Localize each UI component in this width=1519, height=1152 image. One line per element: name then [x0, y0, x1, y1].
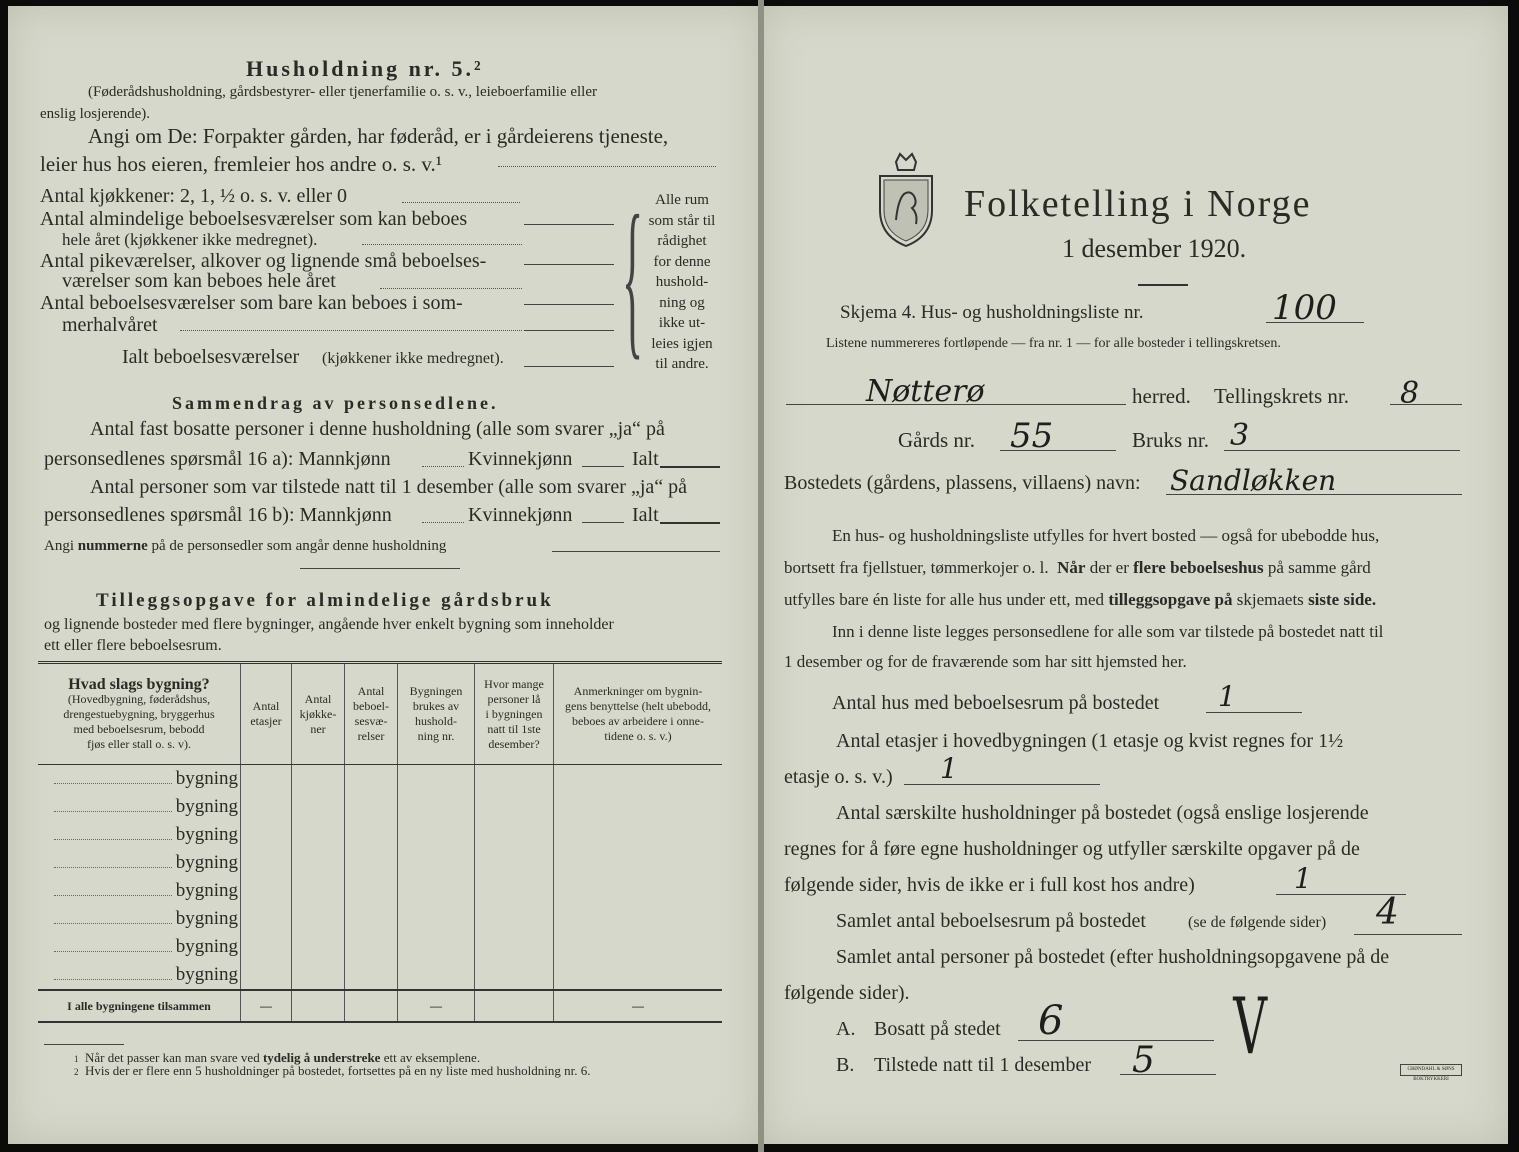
summary-p2-ialt-fill — [660, 522, 720, 524]
rooms-fill-2 — [524, 264, 614, 265]
buildings-table — [38, 661, 722, 1023]
b-line — [1120, 1074, 1216, 1075]
rooms-fill-1 — [524, 224, 614, 225]
coat-of-arms-icon — [874, 150, 938, 250]
summary-p1-female-label: Kvinnekjønn — [468, 448, 573, 470]
q-rum-note: (se de følgende sider) — [1188, 914, 1327, 931]
q-pers-2: følgende sider). — [784, 982, 910, 1004]
q-etasjer-value: 1 — [940, 752, 958, 785]
rooms-ordinary-dots — [362, 244, 522, 245]
tillegg-text-2: ett eller flere beboelsesrum. — [44, 637, 222, 654]
col-personer: Hvor mange personer lå i bygningen natt til 1ste desember? — [475, 664, 554, 765]
q-hush-3: følgende sider, hvis de ikke er i full kost hos andre) — [784, 874, 1195, 896]
herred-line — [786, 404, 1126, 405]
table-row: bygning — [38, 905, 722, 933]
page-fold — [758, 0, 764, 1152]
q-hush-1: Antal særskilte husholdninger på bostedet (også enslige losjerende — [836, 802, 1369, 824]
summary-p1-line2: personsedlenes spørsmål 16 a): Mannkjønn — [44, 448, 391, 470]
col-building-type: Hvad slags bygning? (Hovedbygning, føderådshus, drengestuebygning, bryggerhus med beboelsesrum, bebodd fjøs eller stall o. s. v). — [38, 664, 241, 765]
ialt-rooms-fill — [524, 366, 614, 367]
instr-3: utfylles bare én liste for alle hus under ett, med tilleggsopgave på skjemaets siste side. — [784, 590, 1377, 609]
total-row-label: I alle bygningene tilsammen — [38, 990, 241, 1022]
tellingskrets-line — [1390, 404, 1462, 405]
rooms-small-1: Antal pikeværelser, alkover og lignende små beboelses- — [40, 250, 487, 272]
bruks-value: 3 — [1230, 418, 1250, 453]
separator-rule — [300, 568, 460, 569]
skjema-nr-line — [1266, 322, 1364, 323]
q-hus-label: Antal hus med beboelsesrum på bostedet — [832, 692, 1160, 714]
summary-p1-line1: Antal fast bosatte personer i denne husholdning (alle som svarer „ja“ på — [90, 418, 665, 440]
rooms-summer-dots — [180, 330, 522, 331]
instr-1: En hus- og husholdningsliste utfylles for hvert bosted — også for ubebodde hus, — [832, 526, 1380, 545]
summary-p1-ialt-label: Ialt — [632, 448, 659, 470]
rooms-ordinary-1: Antal almindelige beboelsesværelser som kan beboes — [40, 208, 468, 230]
a-text: Bosatt på stedet — [874, 1018, 1001, 1040]
q-hus-value: 1 — [1218, 680, 1236, 713]
rooms-summer-1: Antal beboelsesværelser som bare kan beboes i som- — [40, 292, 463, 314]
tillegg-text-1: og lignende bosteder med flere bygninger, angående hver enkelt bygning som inneholder — [44, 616, 614, 633]
rooms-bracket: { — [622, 180, 644, 376]
q-hush-value: 1 — [1294, 862, 1312, 895]
bosted-label: Bostedets (gårdens, plassens, villaens) navn: — [784, 472, 1141, 494]
summary-p1-female-fill — [582, 466, 624, 467]
col-vaerelser: Antal beboel- sesvæ- relser — [345, 664, 398, 765]
bruks-line — [1224, 450, 1460, 451]
bosted-value: Sandløkken — [1170, 464, 1337, 497]
summary-p2-line2: personsedlenes spørsmål 16 b): Mannkjønn — [44, 504, 392, 526]
rooms-summer-2: merhalvåret — [62, 314, 158, 336]
summary-heading: Sammendrag av personsedlene. — [172, 393, 499, 413]
form-date: 1 desember 1920. — [1062, 234, 1247, 263]
q-rum-label: Samlet antal beboelsesrum på bostedet — [836, 910, 1146, 932]
angi-nummerne-fill — [552, 551, 720, 552]
col-kjokkener: Antal kjøkke- ner — [292, 664, 345, 765]
b-label: B. — [836, 1054, 855, 1076]
check-mark: V — [1233, 982, 1268, 1072]
table-row: bygning — [38, 821, 722, 849]
q-etasjer-2: etasje o. s. v.) — [784, 766, 893, 788]
gards-value: 55 — [1010, 416, 1054, 456]
bosted-line — [1166, 494, 1462, 495]
b-text: Tilstede natt til 1 desember — [874, 1054, 1092, 1076]
tellingskrets-label: Tellingskrets nr. — [1214, 384, 1350, 408]
b-value: 5 — [1132, 1040, 1155, 1081]
summary-p2-ialt-label: Ialt — [632, 504, 659, 526]
gards-label: Gårds nr. — [898, 428, 975, 452]
footnote-rule — [44, 1044, 124, 1045]
a-label: A. — [836, 1018, 856, 1040]
rooms-kitchens: Antal kjøkkener: 2, 1, ½ o. s. v. eller 0 — [40, 185, 347, 207]
herred-value: Nøtterø — [866, 374, 985, 409]
table-row: bygning — [38, 793, 722, 821]
footnote-1: 1 Når det passer kan man svare ved tydelig å understreke ett av eksemplene. — [74, 1050, 481, 1065]
q-hus-line — [1206, 712, 1302, 713]
bracket-note: Alle rum som står til rådighet for denne hushold- ning og ikke ut- leies igjen til andre. — [648, 192, 716, 372]
table-row: bygning — [38, 765, 722, 794]
herred-label: herred. — [1132, 384, 1191, 408]
printer-stamp: GRØNDAHL & SØNS BOKTRYKKERI — [1400, 1064, 1462, 1076]
summary-p1-male-fill — [422, 466, 464, 467]
tellingskrets-value: 8 — [1400, 376, 1420, 411]
ialt-rooms-note: (kjøkkener ikke medregnet). — [322, 350, 504, 367]
summary-p1-ialt-fill — [660, 466, 720, 468]
col-etasjer: Antal etasjer — [241, 664, 292, 765]
q-rum-value: 4 — [1376, 892, 1399, 933]
tillegg-heading: Tilleggsopgave for almindelige gårdsbruk — [96, 590, 554, 611]
rooms-kitchens-dots — [402, 202, 520, 203]
skjema-label: Skjema 4. Hus- og husholdningsliste nr. — [840, 302, 1144, 323]
q-hush-2: regnes for å føre egne husholdninger og utfyller særskilte opgaver på de — [784, 838, 1360, 860]
angi-line1: Angi om De: Forpakter gården, har føderåd, er i gårdeierens tjeneste, — [88, 124, 669, 148]
angi-fill-line — [498, 166, 716, 167]
total-row: I alle bygningene tilsammen — — — — [38, 990, 722, 1022]
rooms-ordinary-2: hele året (kjøkkener ikke medregnet). — [62, 230, 318, 249]
angi-nummerne: Angi nummerne på de personsedler som angår denne husholdning — [44, 538, 447, 554]
gards-line — [1000, 450, 1116, 451]
summary-p2-female-label: Kvinnekjønn — [468, 504, 573, 526]
title-rule — [1138, 284, 1188, 286]
a-value: 6 — [1038, 998, 1064, 1044]
angi-line2: leier hus hos eieren, fremleier hos andre o. s. v.¹ — [40, 152, 443, 176]
q-etasjer-1: Antal etasjer i hovedbygningen (1 etasje og kvist regnes for 1½ — [836, 730, 1344, 752]
ialt-rooms: Ialt beboelsesværelser — [122, 346, 300, 368]
q-etasjer-line — [904, 784, 1100, 785]
col-husholdning: Bygningen brukes av hushold- ning nr. — [398, 664, 475, 765]
table-row: bygning — [38, 877, 722, 905]
summary-p2-male-fill — [422, 522, 464, 523]
instr-5: 1 desember og for de fraværende som har sitt hjemsted her. — [784, 652, 1187, 671]
footnote-2: 2 Hvis der er flere enn 5 husholdninger på bostedet, fortsettes på en ny liste med husholdning nr. 6. — [74, 1063, 591, 1078]
rooms-small-2: værelser som kan beboes hele året — [62, 270, 336, 292]
a-line — [1018, 1040, 1214, 1041]
listene-note: Listene nummereres fortløpende — fra nr. 1 — for alle bosteder i tellingskretsen. — [826, 336, 1281, 351]
q-pers-1: Samlet antal personer på bostedet (efter husholdningsopgavene på de — [836, 946, 1390, 968]
summary-p2-line1: Antal personer som var tilstede natt til 1 desember (alle som svarer „ja“ på — [90, 476, 688, 498]
table-row: bygning — [38, 961, 722, 990]
table-row: bygning — [38, 933, 722, 961]
household-heading: Husholdning nr. 5.² — [246, 56, 484, 81]
col-anmerkninger: Anmerkninger om bygnin- gens benyttelse (helt ubebodd, beboes av arbeidere i onne- tidene o. s. v.) — [554, 664, 723, 765]
household-intro-line1: (Føderådshusholdning, gårdsbestyrer- eller tjenerfamilie o. s. v., leieboerfamilie eller — [88, 84, 597, 100]
instr-2: bortsett fra fjellstuer, tømmerkojer o. l. Når der er flere beboelseshus på samme gård — [784, 558, 1371, 577]
bruks-label: Bruks nr. — [1132, 428, 1210, 452]
summary-p2-female-fill — [582, 522, 624, 523]
household-intro-line2: enslig losjerende). — [40, 106, 150, 122]
form-title: Folketelling i Norge — [964, 183, 1312, 225]
instr-4: Inn i denne liste legges personsedlene for alle som var tilstede på bostedet natt til — [832, 622, 1384, 641]
rooms-fill-3 — [524, 304, 614, 305]
skjema-nr: 100 — [1272, 288, 1337, 328]
rooms-small-dots — [380, 288, 522, 289]
rooms-fill-4 — [524, 330, 614, 331]
q-rum-line — [1354, 934, 1462, 935]
table-row: bygning — [38, 849, 722, 877]
